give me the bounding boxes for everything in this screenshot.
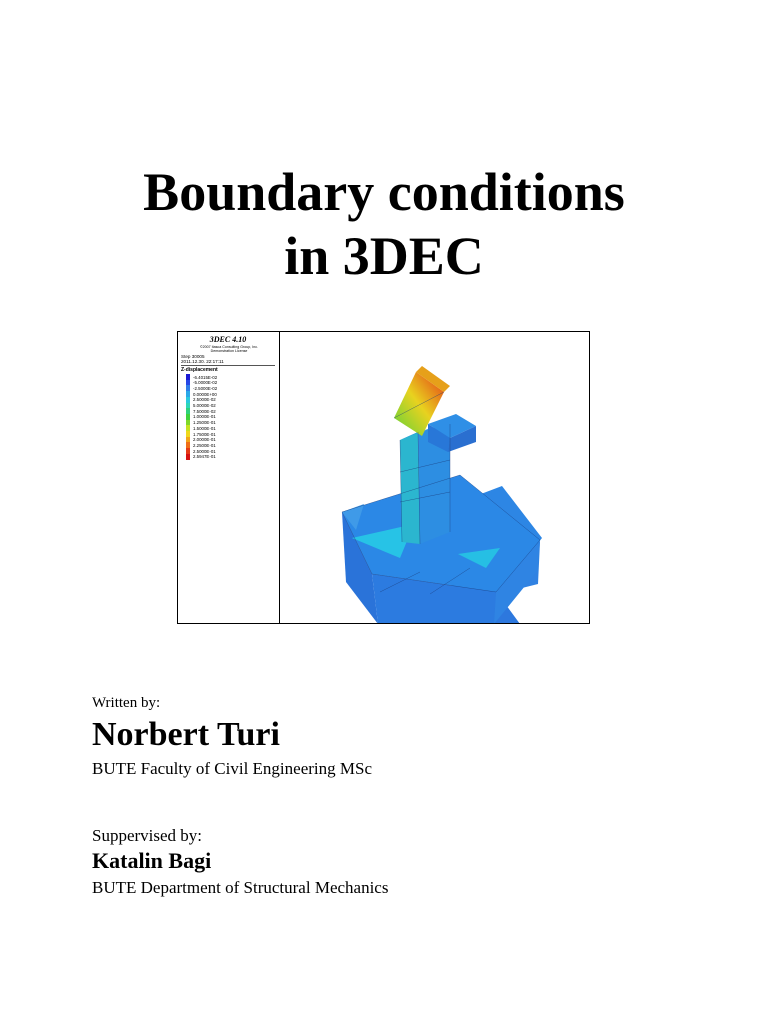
supervisor-name: Katalin Bagi — [92, 848, 212, 873]
legend-entry — [186, 454, 216, 460]
legend-value: 5.0000E-02 — [193, 403, 216, 408]
written-by-section — [92, 695, 160, 712]
legend-title: Z-displacement — [181, 367, 218, 373]
app-title: 3DEC 4.10 — [209, 335, 247, 344]
supervised-by-label: Suppervised by: — [92, 826, 203, 845]
app-subtitle-1: ©2007 Itasca Consulting Group, Inc. — [200, 345, 258, 349]
author-affiliation: BUTE Faculty of Civil Engineering MSc — [92, 759, 372, 778]
author-affiliation-wrap — [92, 759, 372, 779]
legend-value: 1.0000E-01 — [193, 414, 216, 420]
author-name-wrap — [92, 716, 280, 754]
timestamp: 2011.12.30. 22:17:11 — [181, 359, 224, 364]
legend-value: 2.5000E-01 — [193, 448, 216, 454]
legend-value: 2.2500E-01 — [193, 442, 216, 448]
app-subtitle-2: Demonstration License — [210, 349, 248, 353]
legend-value: 2.5000E-02 — [193, 397, 216, 403]
legend-value: -6.4015E-02 — [193, 374, 218, 380]
model-3d-view — [280, 332, 589, 623]
legend-value: 0.0000E+00 — [193, 391, 217, 397]
legend-value: 7.5000E-02 — [193, 408, 216, 414]
legend-divider — [181, 365, 275, 366]
legend-value: -5.0000E-02 — [193, 380, 218, 386]
title-line-1: Boundary conditions — [143, 162, 625, 222]
legend-value: 1.2500E-01 — [193, 420, 216, 426]
document-title — [0, 160, 768, 288]
pillar-front-face — [400, 432, 420, 544]
legend-value: -2.5000E-02 — [193, 385, 218, 391]
written-by-label: Written by: — [92, 695, 161, 711]
legend-swatch — [186, 454, 190, 460]
supervisor-affiliation: BUTE Department of Structural Mechanics — [92, 878, 389, 897]
supervisor-name-wrap — [92, 848, 211, 874]
legend-panel — [178, 332, 280, 623]
legend-value: 1.5000E-01 — [193, 425, 216, 431]
supervised-by-section — [92, 826, 202, 846]
legend-value: 2.5947E-01 — [193, 454, 216, 460]
title-line-2: in 3DEC — [284, 226, 484, 286]
legend-value: 2.0000E-01 — [193, 437, 216, 443]
step-label: Step 30005 — [181, 354, 205, 359]
simulation-figure — [177, 331, 590, 624]
legend-value: 1.7500E-01 — [193, 431, 216, 437]
author-name: Norbert Turi — [92, 716, 280, 753]
supervisor-affiliation-wrap — [92, 878, 388, 898]
